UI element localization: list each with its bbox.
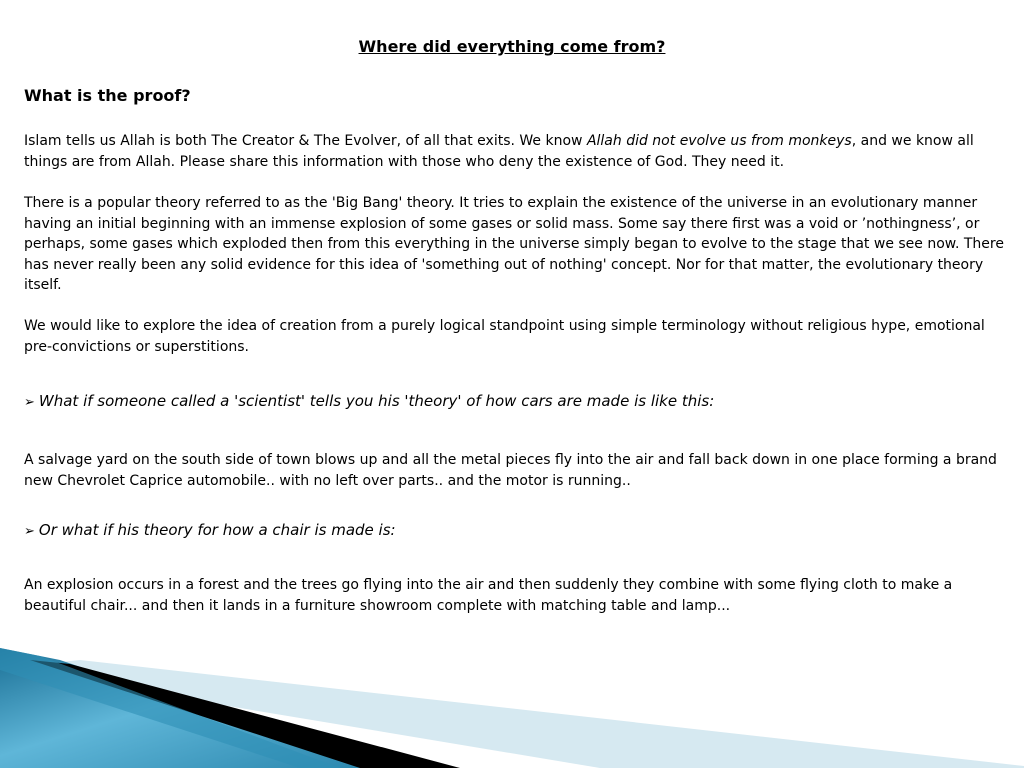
- bullet-chair-text: Or what if his theory for how a chair is made is:: [38, 521, 396, 539]
- intro-text-italic: Allah did not evolve us from monkeys: [586, 133, 852, 149]
- arrow-bullet-icon: ➢: [24, 524, 35, 539]
- slide-subtitle: What is the proof?: [24, 86, 191, 105]
- slide-title: Where did everything come from?: [358, 37, 666, 56]
- intro-text-part2: , and we know all things are from Allah. Please share this information with those who deny the existence of God. They need it.: [24, 133, 974, 170]
- bullet-cars-text: What if someone called a 'scientist' tells you his 'theory' of how cars are made is like this:: [38, 392, 715, 410]
- logic-paragraph: We would like to explore the idea of creation from a purely logical standpoint using simple terminology without religious hype, emotional pre-convictions or superstitions.: [24, 318, 985, 355]
- intro-text-part1: Islam tells us Allah is both The Creator & The Evolver, of all that exits. We know: [24, 133, 587, 149]
- intro-paragraph: [24, 131, 1014, 172]
- decorative-swoosh: [0, 640, 1024, 768]
- forest-paragraph: An explosion occurs in a forest and the trees go flying into the air and then suddenly they combine with some flying cloth to make a beautiful chair... and then it lands in a furniture showroom complete with matching table and lamp...: [24, 577, 953, 614]
- bullet-chair: [24, 521, 396, 539]
- salvage-yard-paragraph: A salvage yard on the south side of town blows up and all the metal pieces fly into the air and fall back down in one place forming a brand new Chevrolet Caprice automobile.. with no left over parts.. and the motor is running..: [24, 452, 997, 489]
- big-bang-paragraph: There is a popular theory referred to as the 'Big Bang' theory. It tries to explain the existence of the universe in an evolutionary manner having an initial beginning with an immense explosion of some gases or solid mass. Some say there first was a void or ’nothingness’, or perhaps, some gases which exploded then from this everything in the universe simply began to evolve to the stage that we see now. There has never really been any solid evidence for this idea of 'something out of nothing' concept. Nor for that matter, the evolutionary theory itself.: [24, 195, 1004, 293]
- bullet-cars: [24, 392, 714, 410]
- arrow-bullet-icon: ➢: [24, 395, 35, 410]
